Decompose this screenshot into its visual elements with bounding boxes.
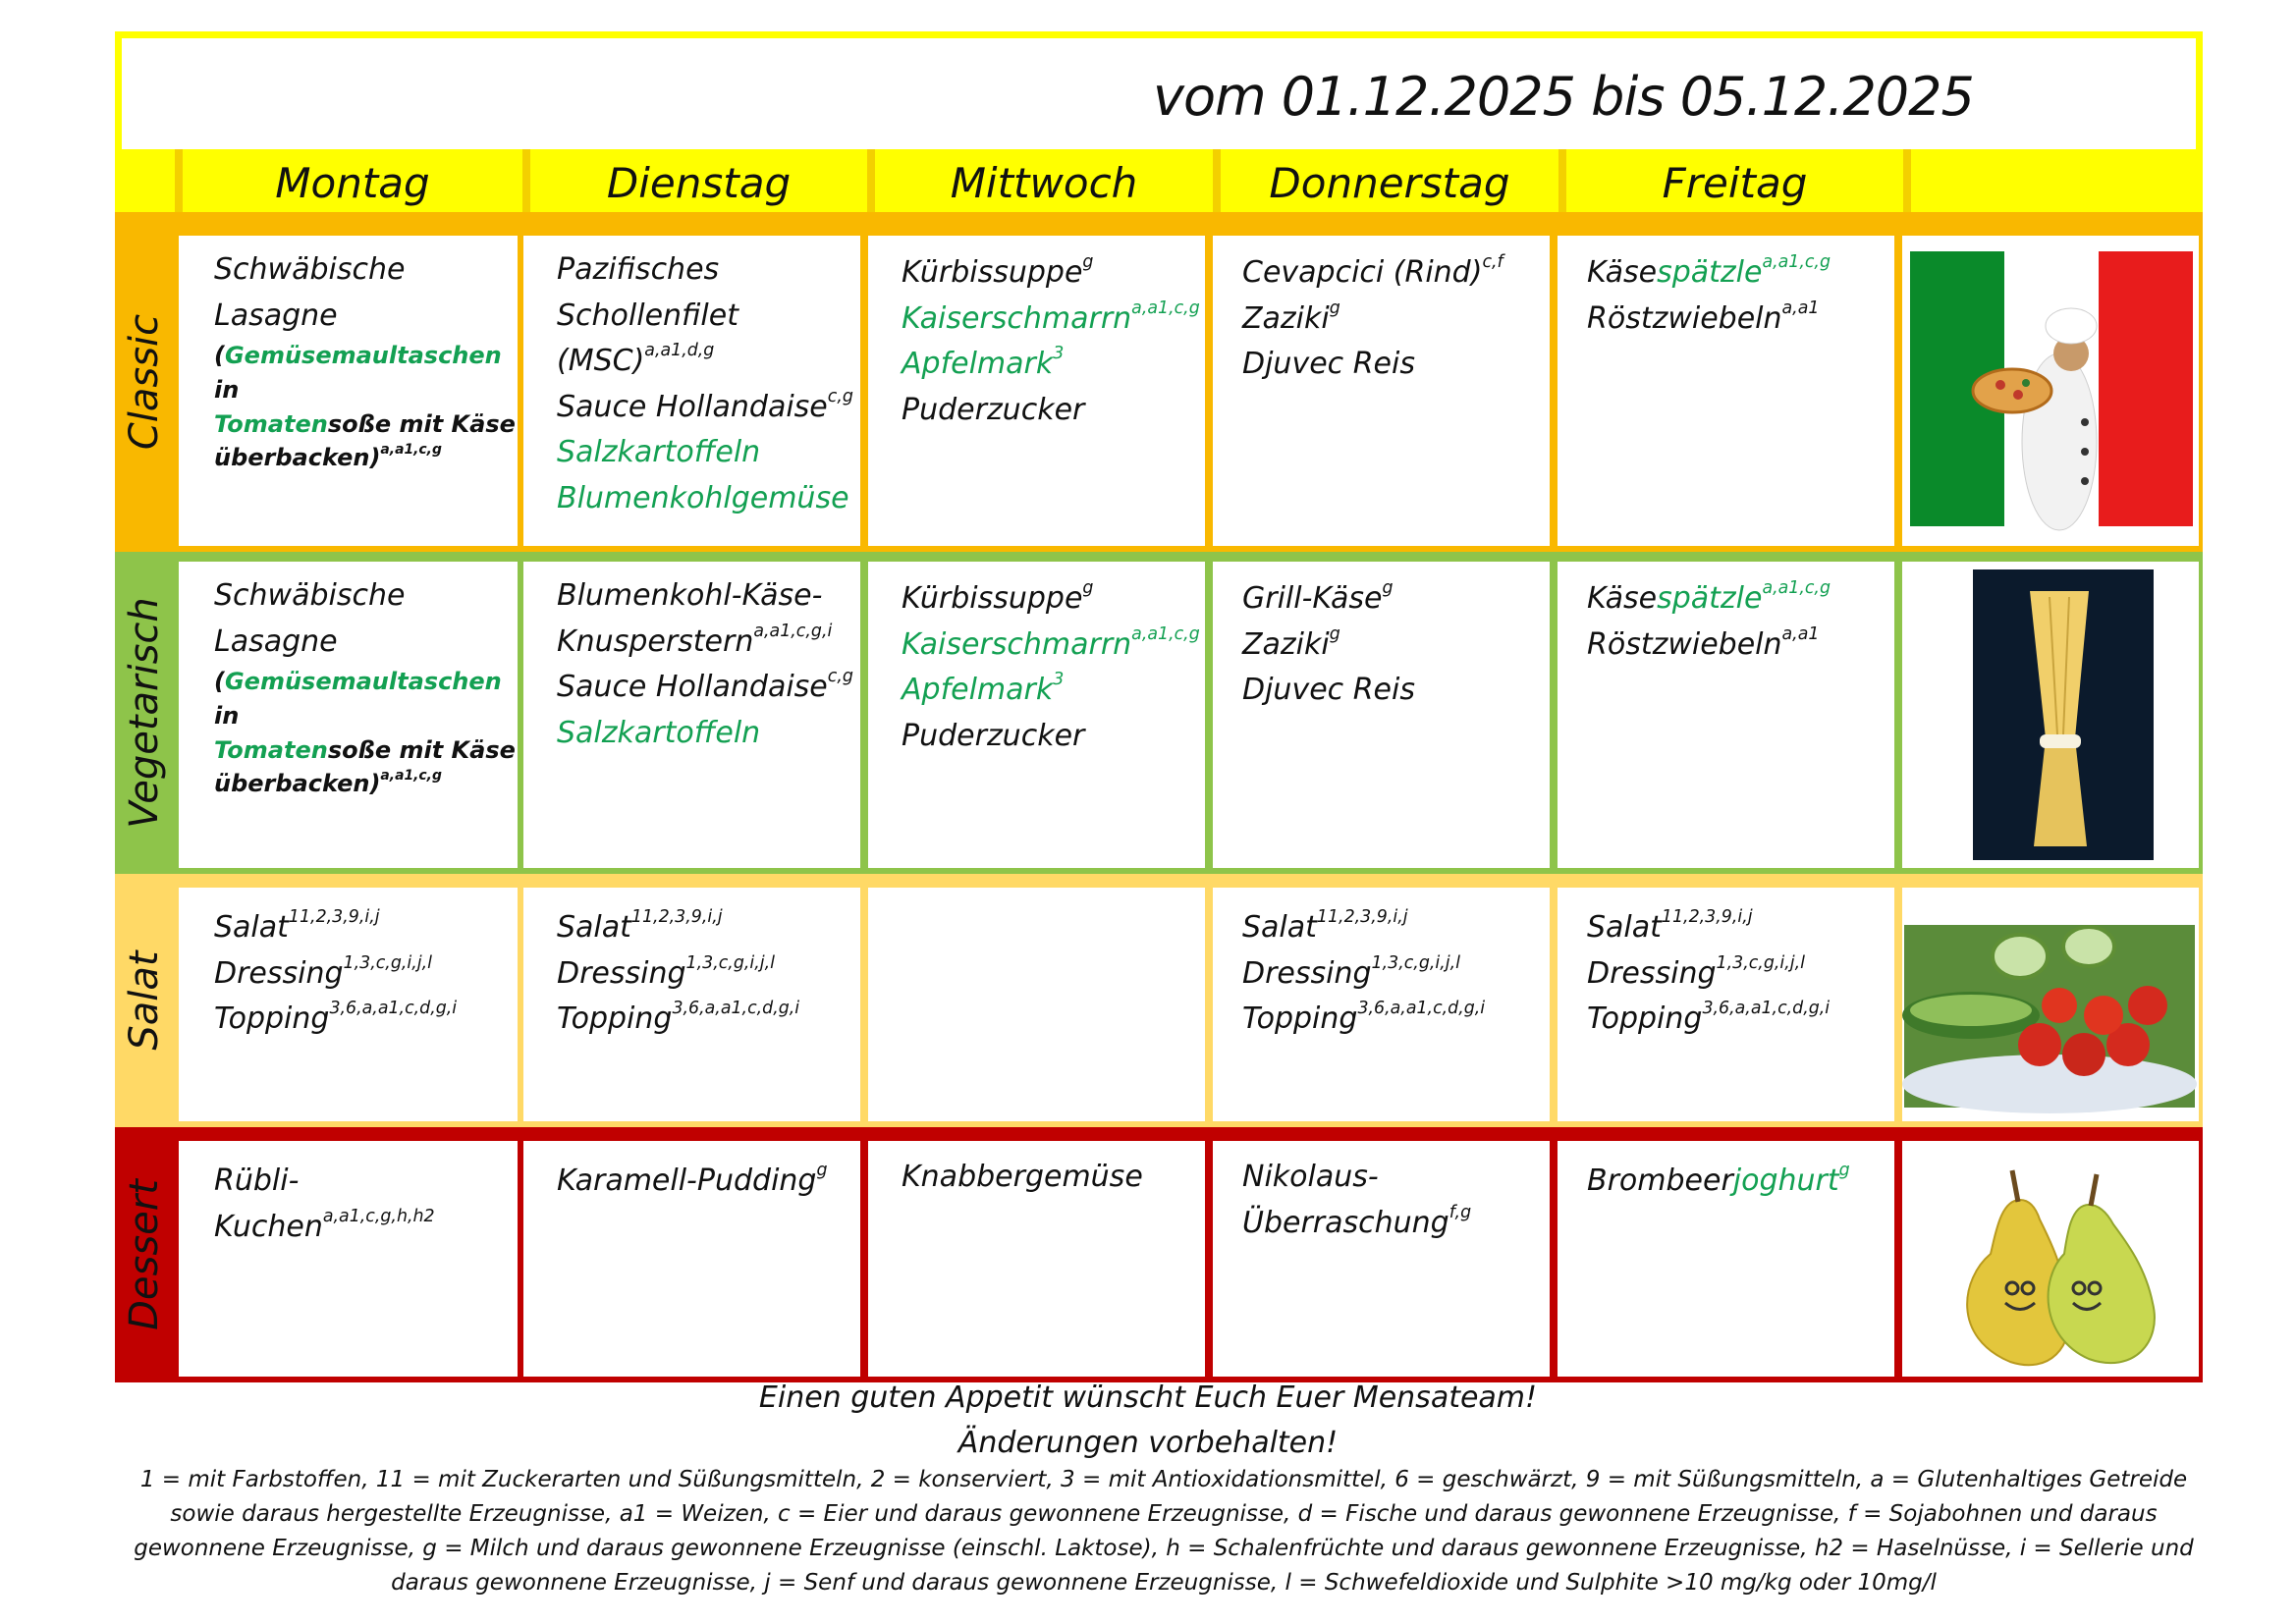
cell-dessert-montag: Rübli-Kuchen$^{a,a1,c,g,h,h2}$ xyxy=(179,1141,518,1377)
cell-vegetarisch-donnerstag: Grill-Käse$^g$ Zaziki$^g$ Djuvec Reis xyxy=(1213,562,1550,868)
day-donnerstag: Donnerstag xyxy=(1269,159,1510,207)
day-separator xyxy=(1558,149,1566,212)
cell-dessert-dienstag: Karamell-Pudding$^g$ xyxy=(523,1141,860,1377)
day-separator xyxy=(522,149,530,212)
cell-salat-montag: Salat$^{11,2,3,9,i,j}$ Dressing$^{1,3,c,g,i,j,l}$ Topping$^{3,6,a,a1,c,d,g,i}$ xyxy=(179,888,518,1121)
header-box xyxy=(115,31,2203,153)
cell-classic-freitag: Käsespätzle$^{a,a1,c,g}$ Röstzwiebeln$^{a,a1}$ xyxy=(1558,236,1894,546)
cell-salat-image xyxy=(1902,888,2199,1121)
footer-greeting: Einen guten Appetit wünscht Euch Euer Mensateam! xyxy=(758,1380,1538,1415)
cell-vegetarisch-image xyxy=(1902,562,2199,868)
cell-salat-mittwoch xyxy=(868,888,1205,1121)
day-freitag: Freitag xyxy=(1662,159,1808,207)
day-separator xyxy=(1903,149,1911,212)
day-montag: Montag xyxy=(275,159,430,207)
smiling-pears-image xyxy=(1902,1141,2199,1377)
category-vegetarisch: Vegetarisch xyxy=(122,597,167,829)
day-dienstag: Dienstag xyxy=(606,159,792,207)
cell-dessert-mittwoch: Knabbergemüse xyxy=(868,1141,1205,1377)
category-dessert: Dessert xyxy=(122,1179,167,1330)
day-separator xyxy=(175,149,183,212)
day-separator xyxy=(1213,149,1221,212)
footer-disclaimer: Änderungen vorbehalten! xyxy=(957,1426,1339,1460)
cell-classic-donnerstag: Cevapcici (Rind)$^{c,f}$ Zaziki$^g$ Djuvec Reis xyxy=(1213,236,1550,546)
cell-dessert-freitag: Brombeerjoghurt$^g$ xyxy=(1558,1141,1894,1377)
page-title: vom 01.12.2025 bis 05.12.2025 xyxy=(1153,66,1974,128)
cell-classic-image xyxy=(1902,236,2199,546)
category-classic: Classic xyxy=(122,313,167,451)
cell-classic-dienstag: Pazifisches Schollenfilet (MSC)$^{a,a1,d,g}$ Sauce Hollandaise$^{c,g}$ Salzkartoffeln Blumenkohlgemüse xyxy=(523,236,860,546)
cell-vegetarisch-freitag: Käsespätzle$^{a,a1,c,g}$ Röstzwiebeln$^{a,a1}$ xyxy=(1558,562,1894,868)
cell-vegetarisch-dienstag: Blumenkohl-Käse- Knusperstern$^{a,a1,c,g,i}$ Sauce Hollandaise$^{c,g}$ Salzkartoffeln xyxy=(523,562,860,868)
spaghetti-bundle-image xyxy=(1902,562,2199,868)
cell-classic-montag: Schwäbische Lasagne (Gemüsemaultaschen in Tomatensoße mit Käse überbacken)$^{a,a1,c,g}$ xyxy=(179,236,518,546)
cell-salat-donnerstag: Salat$^{11,2,3,9,i,j}$ Dressing$^{1,3,c,g,i,j,l}$ Topping$^{3,6,a,a1,c,d,g,i}$ xyxy=(1213,888,1550,1121)
cell-salat-dienstag: Salat$^{11,2,3,9,i,j}$ Dressing$^{1,3,c,g,i,j,l}$ Topping$^{3,6,a,a1,c,d,g,i}$ xyxy=(523,888,860,1121)
cell-vegetarisch-montag: Schwäbische Lasagne (Gemüsemaultaschen in Tomatensoße mit Käse überbacken)$^{a,a1,c,g}$ xyxy=(179,562,518,868)
category-salat: Salat xyxy=(122,950,167,1051)
cell-vegetarisch-mittwoch: Kürbissuppe$^g$ Kaiserschmarrn$^{a,a1,c,g}$ Apfelmark$^3$ Puderzucker xyxy=(868,562,1205,868)
day-mittwoch: Mittwoch xyxy=(950,159,1138,207)
day-header-row xyxy=(115,149,2203,212)
cell-dessert-image xyxy=(1902,1141,2199,1377)
cell-salat-freitag: Salat$^{11,2,3,9,i,j}$ Dressing$^{1,3,c,g,i,j,l}$ Topping$^{3,6,a,a1,c,d,g,i}$ xyxy=(1558,888,1894,1121)
cell-classic-mittwoch: Kürbissuppe$^g$ Kaiserschmarrn$^{a,a1,c,g}$ Apfelmark$^3$ Puderzucker xyxy=(868,236,1205,546)
day-separator xyxy=(867,149,875,212)
salad-bowl-image xyxy=(1902,888,2199,1121)
italy-chef-pizza-image xyxy=(1902,236,2199,546)
cell-dessert-donnerstag: Nikolaus- Überraschung$^{f,g}$ xyxy=(1213,1141,1550,1377)
allergen-legend: 1 = mit Farbstoffen, 11 = mit Zuckerarten und Süßungsmitteln, 2 = konserviert, 3 = mit Antioxidationsmittel, 6 = geschwärzt, 9 = mit Süßungsmitteln, a = Glutenhaltiges Getreide sowie daraus hergestellte Erzeugnisse, a1 = Weizen, c = Eier und daraus gewonnene Erzeugnisse, d = Fische und daraus gewonnene Erzeugnisse, f = Sojabohnen und daraus gewonnene Erzeugnisse, g = Milch und daraus gewonnene Erzeugnisse (einschl. Laktose), h = Schalenfrüchte und daraus gewonnene Erzeugnisse, h2 = Haselnüsse, i = Sellerie und daraus gewonnene Erzeugnisse, j = Senf und daraus gewonnene Erzeugnisse, l = Schwefeldioxide und Sulphite >10 mg/kg oder 10mg/l xyxy=(134,1467,2194,1596)
